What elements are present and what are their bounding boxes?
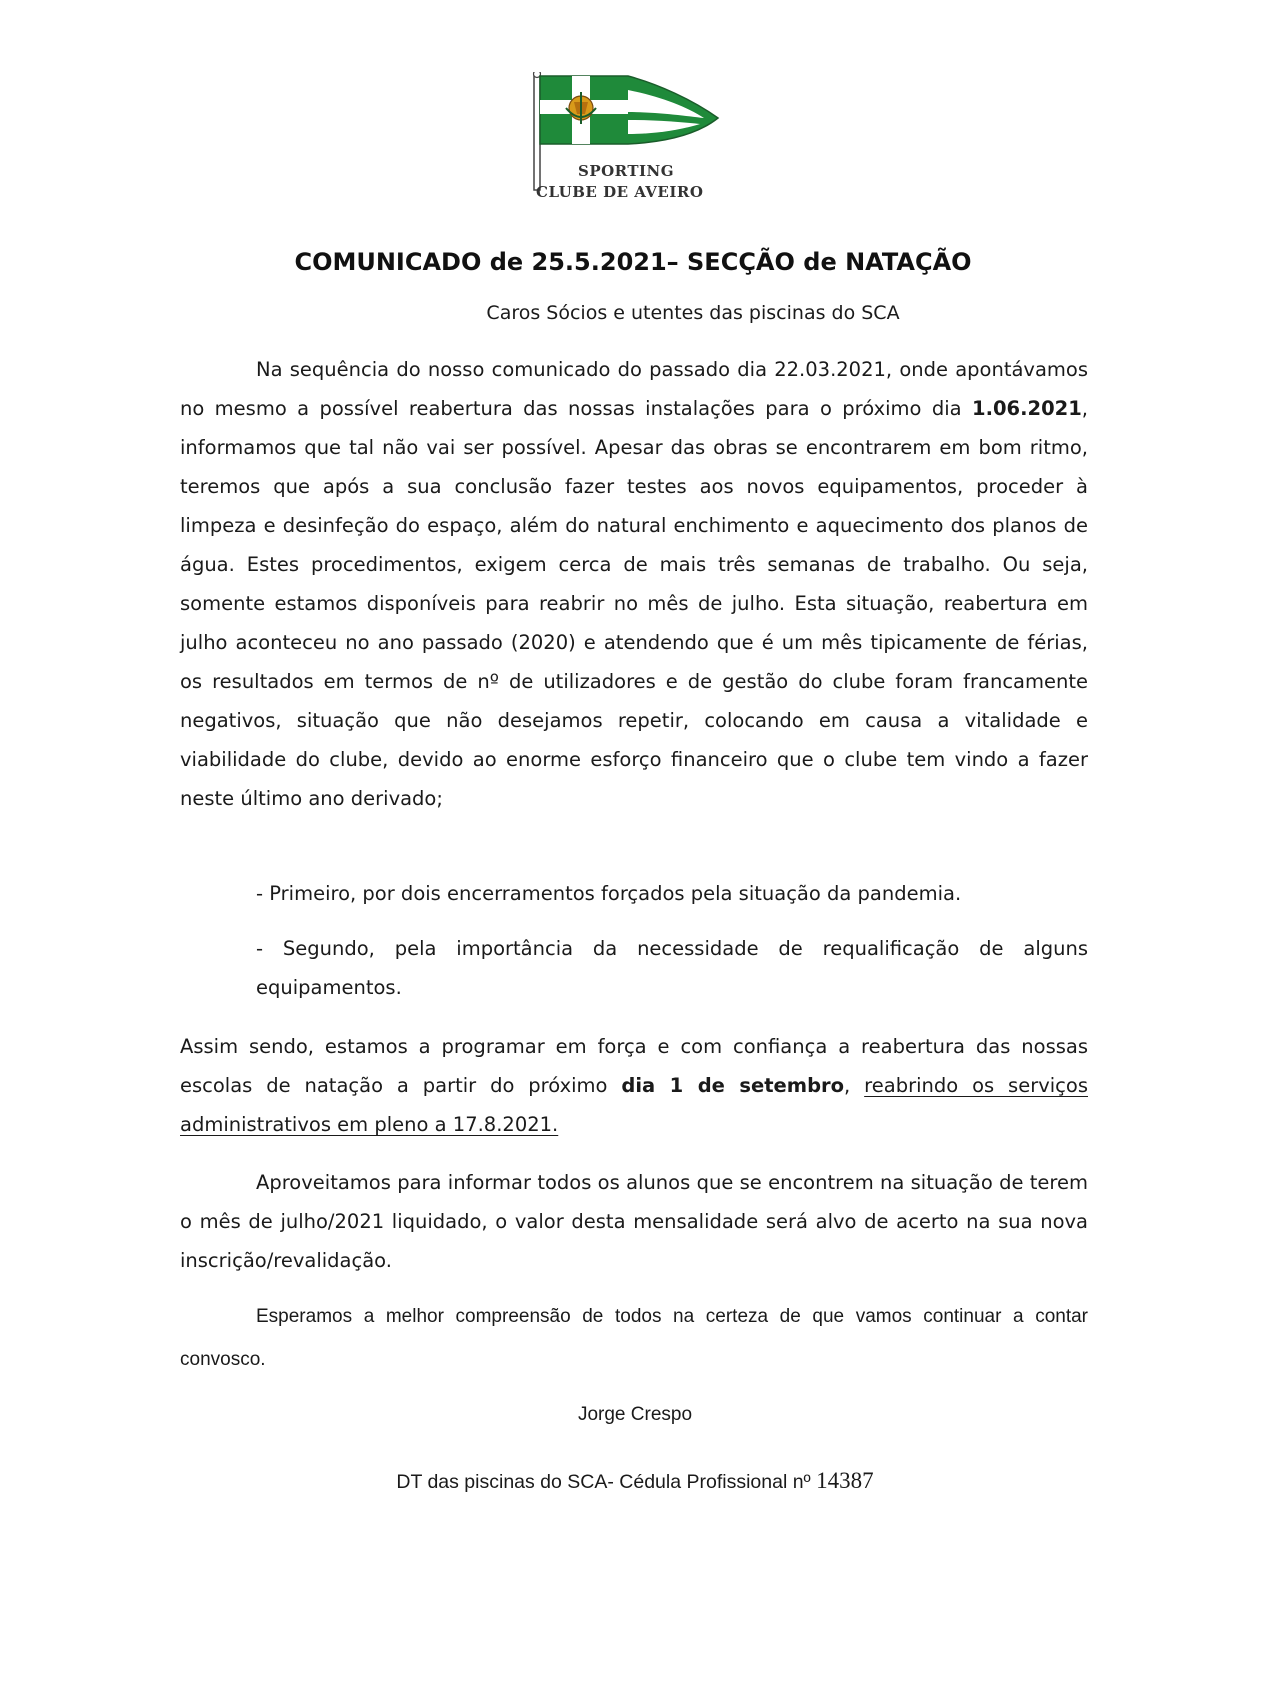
signature-role [0,1468,1266,1494]
club-logo [528,72,746,208]
september-date: dia 1 de setembro [621,1074,845,1097]
paragraph-intro [180,350,1088,818]
signature-name: Jorge Crespo [577,1404,693,1425]
paragraph-reopening-part1: Assim sendo, estamos a programar em força e com confiança a reabertura das nossas escolas de natação a partir do próximo [180,1035,1088,1097]
reopening-date: 1.06.2021 [972,397,1082,420]
greeting: Caros Sócios e utentes das piscinas do SCA [486,302,900,324]
role-text: DT das piscinas do SCA- Cédula Profissional nº [396,1471,817,1493]
logo-text-club-name: CLUBE DE AVEIRO [536,183,704,201]
paragraph-payment: Aproveitamos para informar todos os alunos que se encontrem na situação de terem o mês de julho/2021 liquidado, o valor desta mensalidade será alvo de acerto na sua nova inscrição/revalidação. [180,1171,1088,1272]
paragraph-intro-part1: Na sequência do nosso comunicado do passado dia 22.03.2021, onde apontávamos no mesmo a possível reabertura das nossas instalações para o próximo dia [180,358,1088,420]
list-item: - Segundo, pela importância da necessidade de requalificação de alguns equipamentos. [256,937,1088,999]
license-number: 14387 [816,1468,874,1493]
list-item: - Primeiro, por dois encerramentos forçados pela situação da pandemia. [256,882,962,905]
logo-text-sporting: SPORTING [578,162,675,180]
paragraph-reopening [180,1027,1088,1144]
paragraph-closing: Esperamos a melhor compreensão de todos na certeza de que vamos continuar a contar convosco. [180,1306,1088,1370]
paragraph-intro-part2: , informamos que tal não vai ser possível. Apesar das obras se encontrarem em bom ritmo, teremos que após a sua conclusão fazer testes aos novos equipamentos, proceder à limpeza e desinfeção do espaço, além do natural enchimento e aquecimento dos planos de água. Estes procedimentos, exigem cerca de mais três semanas de trabalho. Ou seja, somente estamos disponíveis para reabrir no mês de julho. Esta situação, reabertura em julho aconteceu no ano passado (2020) e atendendo que é um mês tipicamente de férias, os resultados em termos de nº de utilizadores e de gestão do clube foram francamente negativos, situação que não desejamos repetir, colocando em causa a vitalidade e viabilidade do clube, devido ao enorme esforço financeiro que o clube tem vindo a fazer neste último ano derivado; [180,397,1088,810]
document-title: COMUNICADO de 25.5.2021– SECÇÃO de NATAÇÃO [294,248,972,276]
administrative-services-note: reabrindo os serviços administrativos em pleno a 17.8.2021. [180,1074,1088,1136]
paragraph-reopening-part2: , [844,1074,865,1097]
